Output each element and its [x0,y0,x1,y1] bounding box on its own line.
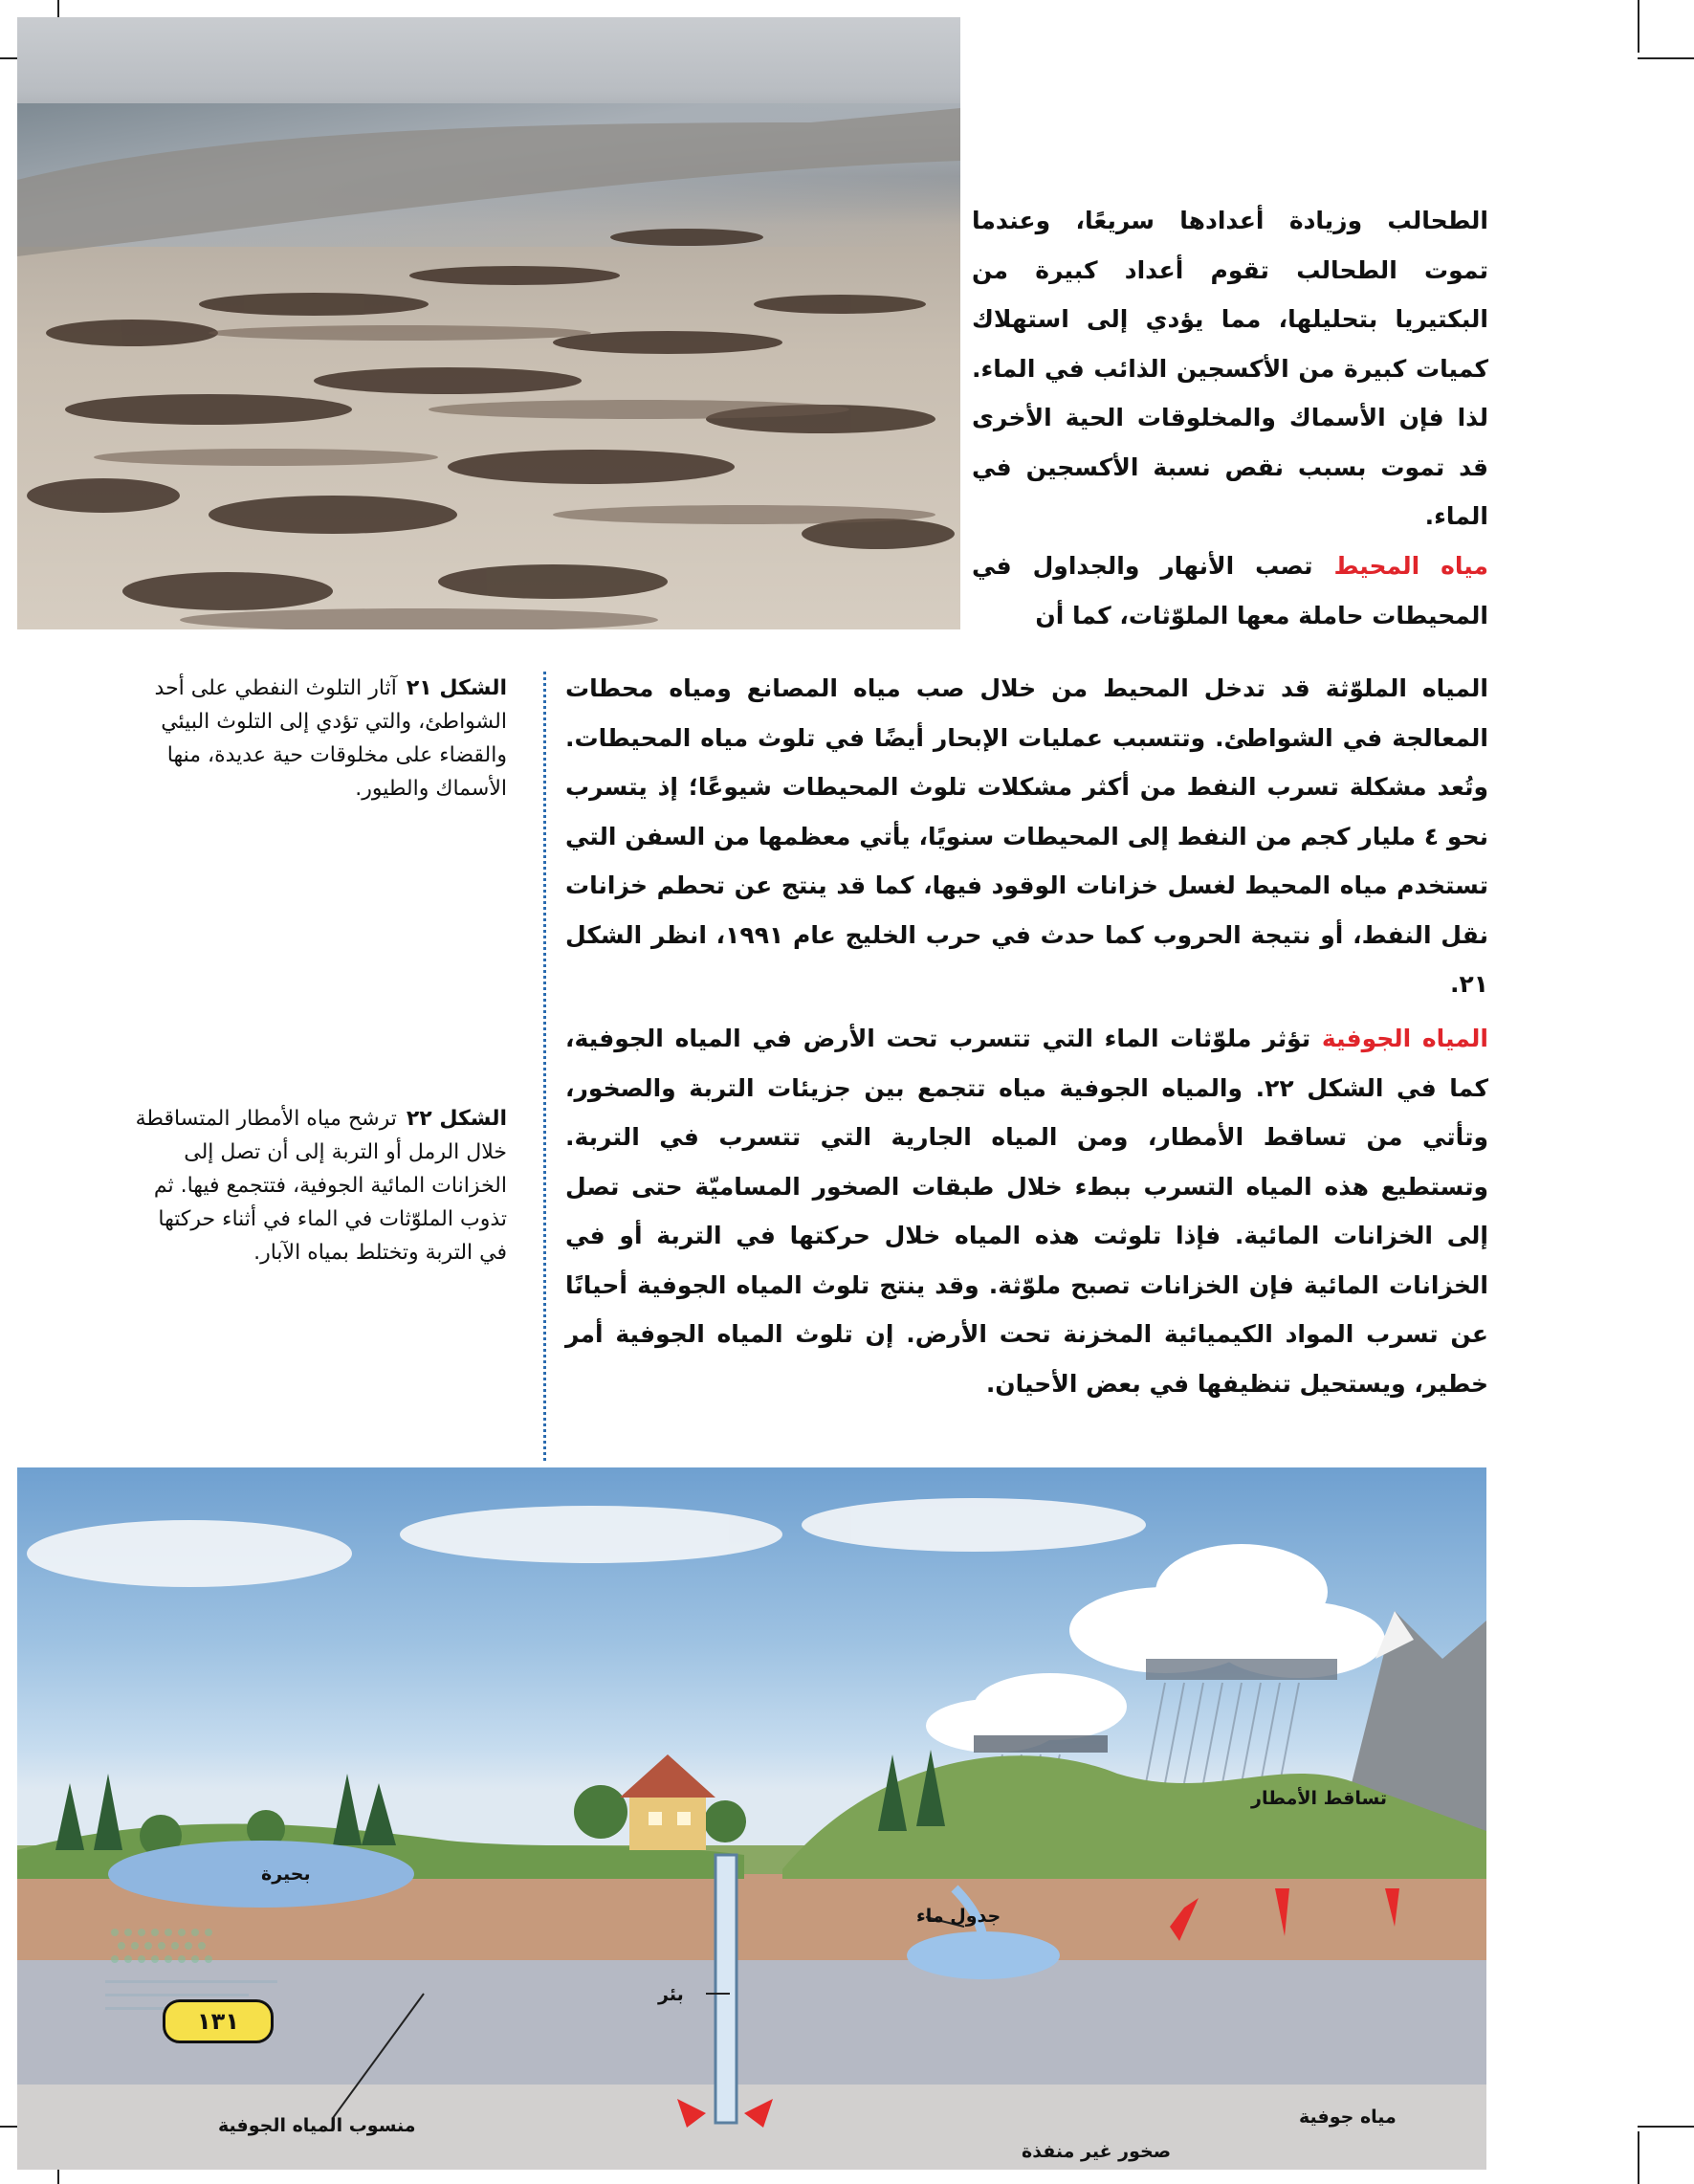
figure-label: الشكل ٢١ [406,676,507,700]
figure-label: الشكل ٢٢ [406,1107,507,1131]
column-divider [543,672,546,1461]
caption-text: ترشح مياه الأمطار المتساقطة خلال الرمل أو التربة إلى أن تصل إلى الخزانات المائية الجوفية، فتتجمع فيها. ثم تذوب الملوّثات في الماء في أثناء حركتها في التربة وتختلط بمياه الآبار. [135,1107,507,1265]
paragraph-text: الطحالب وزيادة أعدادها سريعًا، وعندما تموت الطحالب تقوم أعداد كبيرة من البكتيريا بتحليلها، مما يؤدي إلى استهلاك كميات كبيرة من الأكسجين الذائب في الماء. لذا فإن الأسماك والمخلوقات الحية الأخرى قد تموت بسبب نقص نسبة الأكسجين في الماء. [972,207,1488,530]
lake-label: بحيرة [261,1864,311,1885]
well-label: بئر [658,1984,684,2005]
crop-mark [1638,2131,1639,2184]
caption-text: آثار التلوث النفطي على أحد الشواطئ، والتي تؤدي إلى التلوث البيئي والقضاء على مخلوقات حية عديدة، منها الأسماك والطيور. [154,676,507,801]
diagram-illustration [17,1467,1486,2170]
crop-mark [1638,2126,1694,2128]
oil-patches [17,17,960,629]
figure-22-caption [124,1102,507,1269]
paragraph-ocean-start [972,541,1488,640]
paragraph-groundwater [565,1014,1488,1408]
groundwater-heading: المياه الجوفية [1321,1025,1488,1052]
paragraph-text: تصب الأنهار والجداول في المحيطات حاملة معها الملوّثات، كما أن [972,552,1488,629]
groundwater-diagram [17,1467,1486,2170]
paragraph-algae [972,196,1488,541]
stream-label: جدول ماء [916,1906,1001,1927]
rain-label: تساقط الأمطار [1251,1788,1388,1809]
crop-mark [1638,0,1639,53]
oil-spill-beach-photo [17,17,960,629]
paragraph-ocean [565,664,1488,1009]
ocean-water-heading: مياه المحيط [1333,552,1488,580]
water-table-label: منسوب المياه الجوفية [218,2115,416,2136]
rock-label: صخور غير منفذة [1022,2141,1172,2162]
figure-21-caption [124,672,507,805]
page-number: ١٣١ [163,1999,274,2043]
crop-mark [1638,57,1694,59]
groundwater-label: مياه جوفية [1299,2107,1397,2128]
paragraph-text: المياه الملوّثة قد تدخل المحيط من خلال صب مياه المصانع ومياه محطات المعالجة في الشواطئ. وتتسبب عمليات الإبحار أيضًا في تلوث مياه المحيطات. وتُعد مشكلة تسرب النفط من أكثر مشكلات تلوث المحيطات شيوعًا؛ إذ يتسرب نحو ٤ مليار كجم من النفط إلى المحيطات سنويًا، يأتي معظمها من السفن التي تستخدم مياه المحيط لغسل خزانات الوقود فيها، كما قد ينتج عن تحطم خزانات نقل النفط، أو نتيجة الحروب كما حدث في حرب الخليج عام ١٩٩١، انظر الشكل ٢١. [565,674,1488,998]
paragraph-text: تؤثر ملوّثات الماء التي تتسرب تحت الأرض في المياه الجوفية، كما في الشكل ٢٢. والمياه الجوفية مياه تتجمع بين جزيئات التربة والصخور، وتأتي من تساقط الأمطار، ومن المياه الجارية التي تتسرب في التربة. وتستطيع هذه المياه التسرب ببطء خلال طبقات الصخور المساميّة حتى تصل إلى الخزانات المائية. فإذا تلوثت هذه المياه خلال حركتها في التربة أو في الخزانات المائية فإن الخزانات تصبح ملوّثة. وقد ينتج تلوث المياه الجوفية أحيانًا عن تسرب المواد الكيميائية المخزنة تحت الأرض. إن تلوث المياه الجوفية أمر خطير، ويستحيل تنظيفها في بعض الأحيان. [565,1025,1488,1398]
